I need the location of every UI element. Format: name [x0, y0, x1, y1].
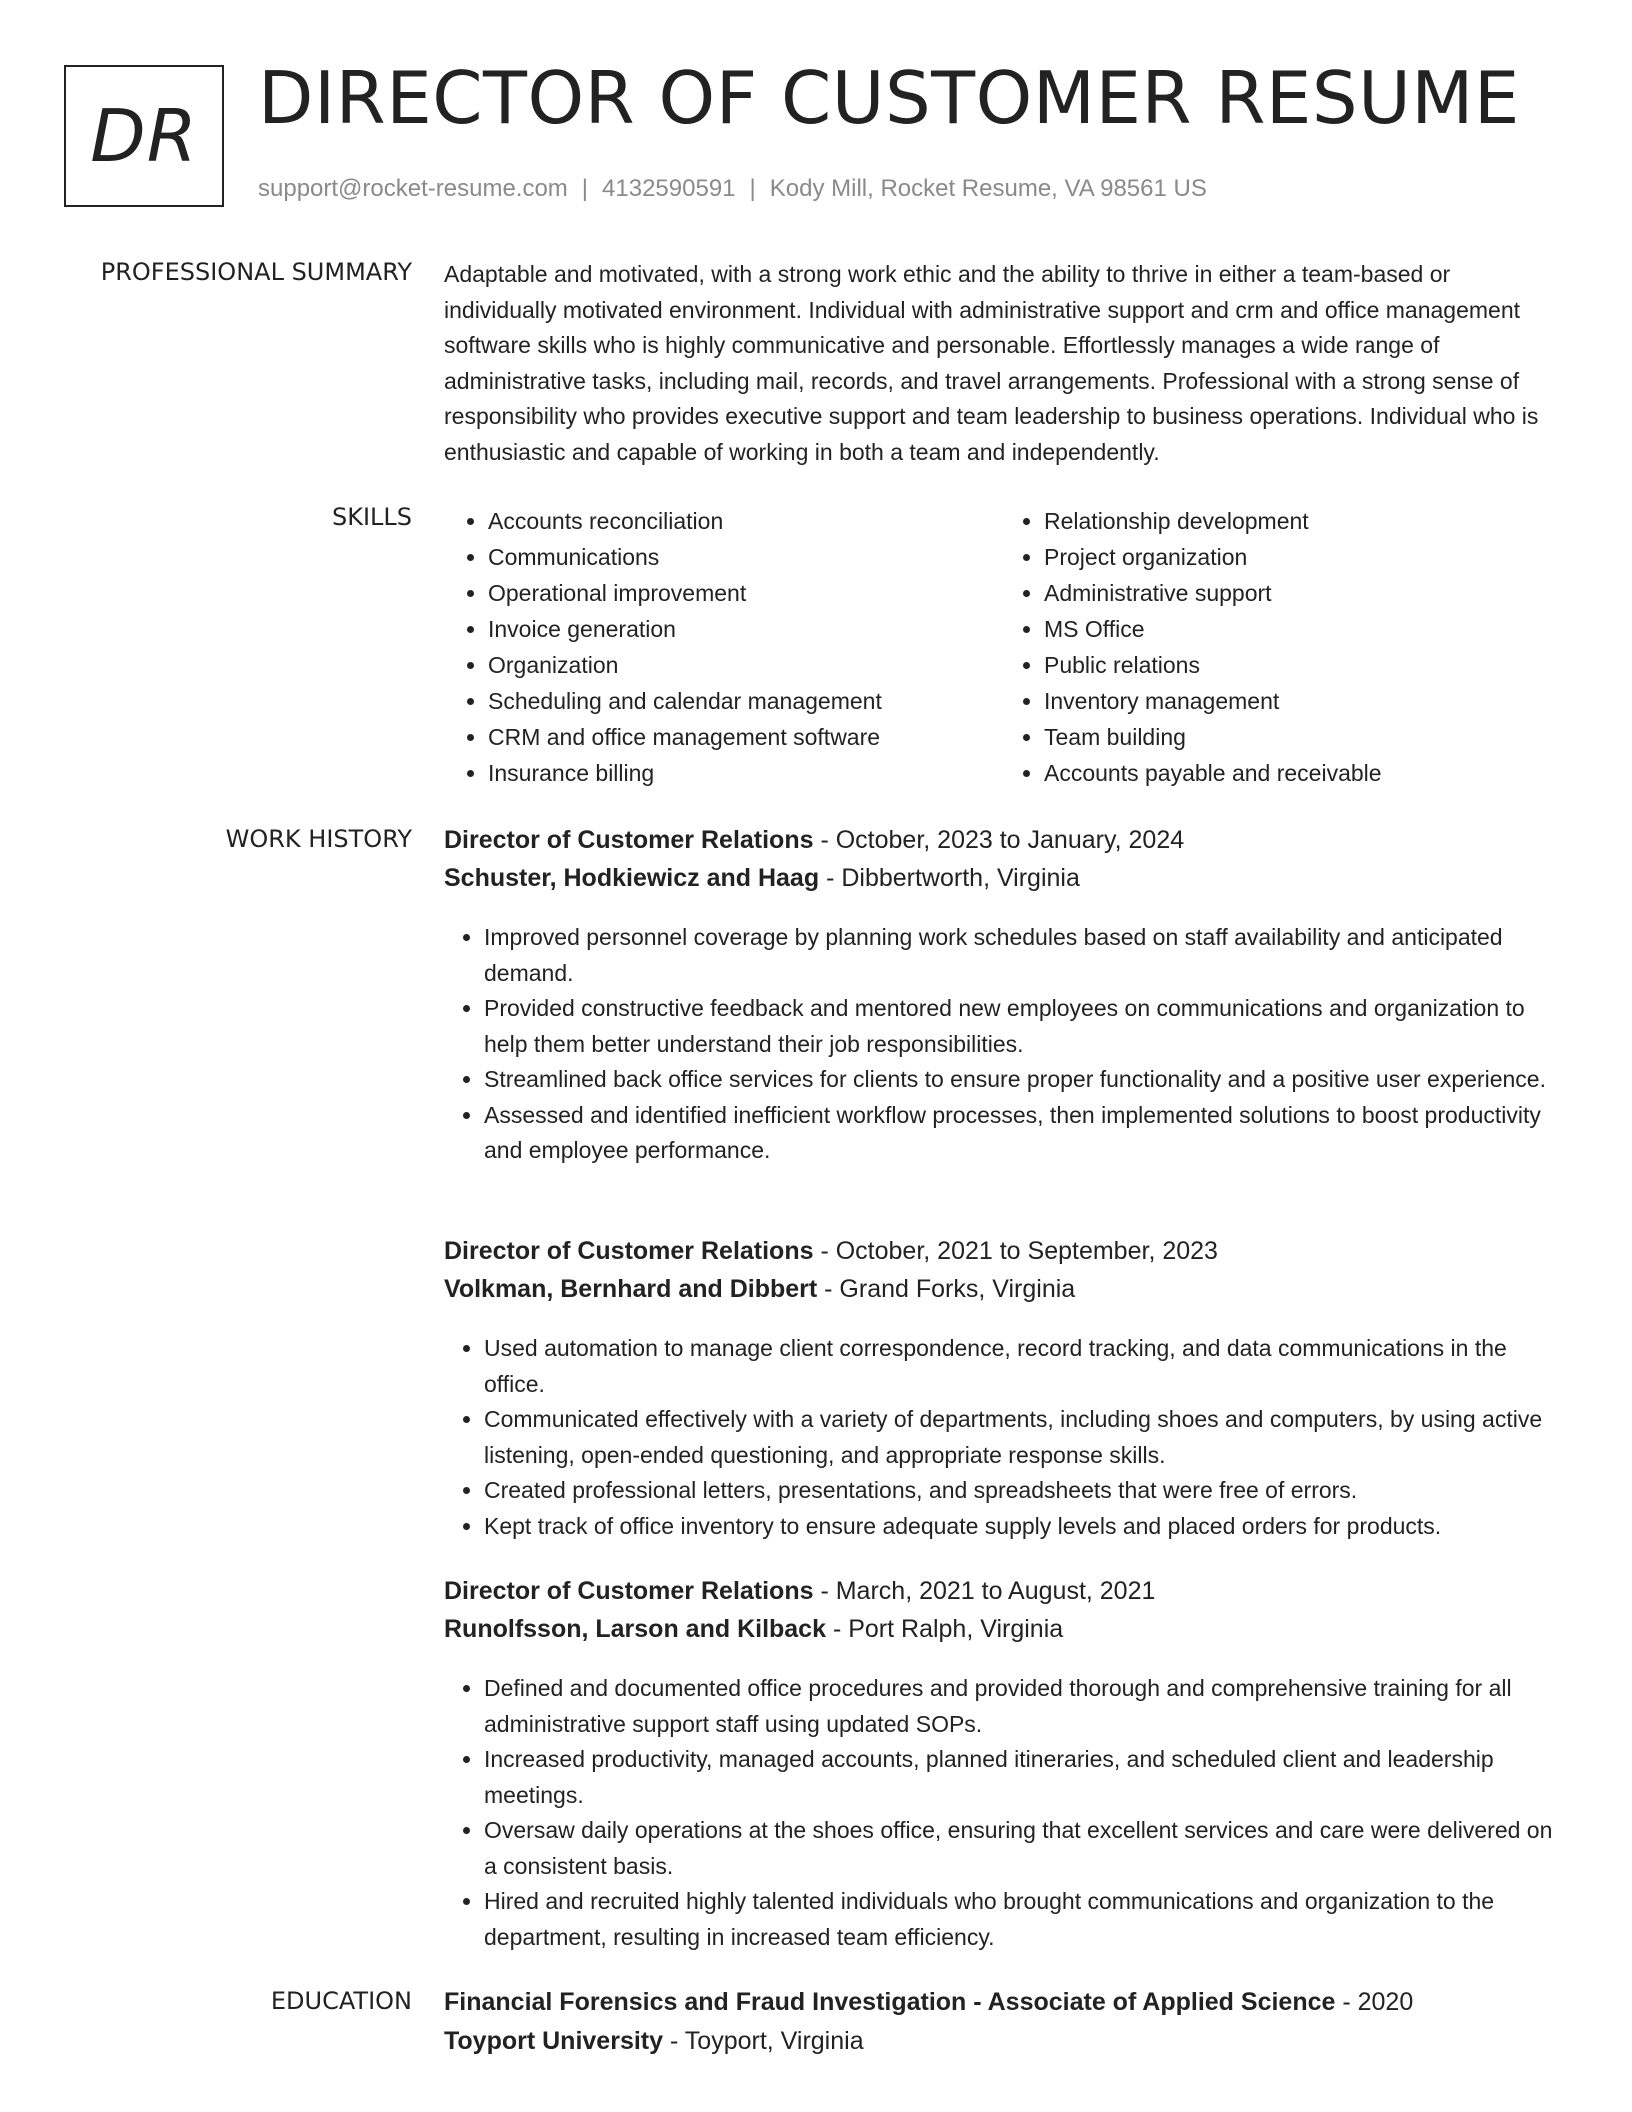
job-bullet: • Communicated effectively with a variety of departments, including shoes and computers, by using active listening, open-ended questioning, and appropriate response skills. — [484, 1402, 1556, 1473]
job-bullet: • Assessed and identified inefficient workflow processes, then implemented solutions to boost productivity and employee performance. — [484, 1098, 1556, 1169]
education-school: Toyport University — [444, 2027, 664, 2055]
section-label-education: EDUCATION — [270, 1987, 412, 2015]
contact-separator: | — [581, 175, 589, 202]
skill-item: • Relationship development — [1044, 503, 1556, 539]
skills-list-right — [1000, 503, 1556, 791]
skill-item: • Scheduling and calendar management — [488, 683, 1000, 719]
education-degree-line — [444, 1983, 1556, 2022]
job-bullet: • Kept track of office inventory to ensure adequate supply levels and placed orders for products. — [484, 1509, 1556, 1545]
skill-item: • Project organization — [1044, 539, 1556, 575]
job-company-line — [444, 859, 1556, 897]
contact-phone[interactable]: 4132590591 — [602, 175, 736, 202]
skill-item: • Organization — [488, 647, 1000, 683]
monogram-logo: DR — [64, 65, 224, 207]
job-bullets — [444, 1331, 1556, 1544]
skill-item: • Inventory management — [1044, 683, 1556, 719]
job-location: - Grand Forks, Virginia — [817, 1275, 1076, 1303]
job-bullet: • Defined and documented office procedures and provided thorough and comprehensive training for all administrative support staff using updated SOPs. — [484, 1671, 1556, 1742]
contact-separator: | — [749, 175, 756, 202]
skill-item: • Public relations — [1044, 647, 1556, 683]
skill-item: • Insurance billing — [488, 755, 1000, 791]
job-location: - Dibbertworth, Virginia — [819, 864, 1080, 892]
job-dates: - October, 2021 to September, 2023 — [813, 1237, 1218, 1265]
job-title: Director of Customer Relations — [444, 1577, 814, 1605]
education-degree: Financial Forensics and Fraud Investigation - Associate of Applied Science — [444, 1988, 1336, 2016]
education-year: - 2020 — [1335, 1988, 1414, 2016]
contact-line — [258, 175, 1207, 203]
job-bullet: • Created professional letters, presentations, and spreadsheets that were free of errors. — [484, 1473, 1556, 1509]
job-bullet: • Oversaw daily operations at the shoes office, ensuring that excellent services and care were delivered on a consistent basis. — [484, 1813, 1556, 1884]
education-school-line — [444, 2022, 1556, 2061]
job-company: Volkman, Bernhard and Dibbert — [444, 1275, 818, 1303]
skill-item: • Accounts payable and receivable — [1044, 755, 1556, 791]
contact-address: Kody Mill, Rocket Resume, VA 98561 US — [769, 175, 1207, 202]
job-dates: - October, 2023 to January, 2024 — [813, 826, 1185, 854]
job-bullet: • Improved personnel coverage by planning work schedules based on staff availability and anticipated demand. — [484, 920, 1556, 991]
job-location: - Port Ralph, Virginia — [826, 1615, 1064, 1643]
job-company: Schuster, Hodkiewicz and Haag — [444, 864, 820, 892]
job-entry — [444, 821, 1556, 1192]
job-bullet: • Streamlined back office services for clients to ensure proper functionality and a positive user experience. — [484, 1062, 1556, 1098]
job-company: Runolfsson, Larson and Kilback — [444, 1615, 826, 1643]
job-company-line — [444, 1270, 1556, 1308]
skills-list-left — [444, 503, 1000, 791]
education-location: - Toyport, Virginia — [663, 2027, 864, 2055]
contact-email[interactable]: support@rocket-resume.com — [258, 175, 568, 202]
job-title: Director of Customer Relations — [444, 1237, 814, 1265]
job-dates: - March, 2021 to August, 2021 — [813, 1577, 1156, 1605]
job-bullet: • Provided constructive feedback and mentored new employees on communications and organization to help them better understand their job responsibilities. — [484, 991, 1556, 1062]
job-title: Director of Customer Relations — [444, 826, 814, 854]
job-bullet: • Used automation to manage client correspondence, record tracking, and data communications in the office. — [484, 1331, 1556, 1402]
section-label-skills: SKILLS — [331, 503, 412, 531]
job-title-line — [444, 1232, 1556, 1270]
skill-item: • Administrative support — [1044, 575, 1556, 611]
skill-item: • Communications — [488, 539, 1000, 575]
job-title-line — [444, 1572, 1556, 1610]
section-label-summary: PROFESSIONAL SUMMARY — [100, 258, 412, 286]
skill-item: • CRM and office management software — [488, 719, 1000, 755]
section-label-work-history: WORK HISTORY — [225, 825, 412, 853]
job-entry — [444, 1572, 1556, 1978]
job-entry — [444, 1232, 1556, 1567]
skill-item: • Operational improvement — [488, 575, 1000, 611]
skill-item: • Team building — [1044, 719, 1556, 755]
job-bullet: • Hired and recruited highly talented individuals who brought communications and organization to the department, resulting in increased team efficiency. — [484, 1884, 1556, 1955]
skill-item: • MS Office — [1044, 611, 1556, 647]
job-bullets — [444, 1671, 1556, 1955]
resume-title: DIRECTOR OF CUSTOMER RESUME — [258, 56, 1520, 140]
job-company-line — [444, 1610, 1556, 1648]
job-bullets — [444, 920, 1556, 1169]
skill-item: • Accounts reconciliation — [488, 503, 1000, 539]
summary-text: Adaptable and motivated, with a strong work ethic and the ability to thrive in either a team-based or individually motivated environment. Individual with administrative support and crm and office management software skills who is highly communicative and personable. Effortlessly manages a wide range of administrative tasks, including mail, records, and travel arrangements. Professional with a strong sense of responsibility who provides executive support and team leadership to business operations. Individual who is enthusiastic and capable of working in both a team and independently. — [444, 261, 1539, 465]
skill-item: • Invoice generation — [488, 611, 1000, 647]
job-title-line — [444, 821, 1556, 859]
job-bullet: • Increased productivity, managed accounts, planned itineraries, and scheduled client and leadership meetings. — [484, 1742, 1556, 1813]
